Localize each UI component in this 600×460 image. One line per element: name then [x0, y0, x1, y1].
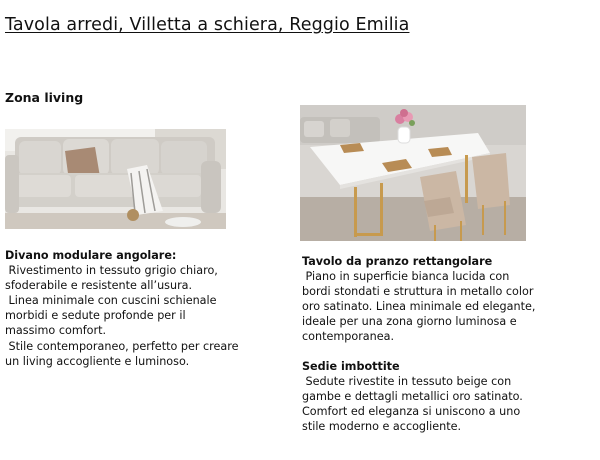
- sofa-photo: [5, 129, 226, 229]
- table-heading: Tavolo da pranzo rettangolare: [302, 255, 493, 268]
- table-line: ideale per una zona giorno luminosa e: [302, 315, 517, 329]
- sofa-line: un living accogliente e luminoso.: [5, 354, 190, 368]
- chairs-line: gambe e dettagli metallici oro satinato.: [302, 390, 523, 404]
- page-title: Tavola arredi, Villetta a schiera, Reggio Emilia: [5, 15, 410, 35]
- sofa-line: Stile contemporaneo, perfetto per creare: [5, 339, 239, 353]
- chairs-heading: Sedie imbottite: [302, 360, 400, 373]
- sofa-line: sfoderabile e resistente all’usura.: [5, 279, 193, 293]
- table-line: bordi stondati e struttura in metallo color: [302, 285, 534, 299]
- chairs-description: [302, 359, 542, 434]
- dining-table-photo: [300, 105, 526, 241]
- sofa-line: Rivestimento in tessuto grigio chiaro,: [5, 264, 218, 278]
- table-line: oro satinato. Linea minimale ed elegante,: [302, 300, 536, 314]
- table-line: Piano in superficie bianca lucida con: [302, 270, 510, 284]
- table-description: [302, 254, 542, 345]
- table-line: contemporanea.: [302, 330, 395, 344]
- sofa-line: Linea minimale con cuscini schienale: [5, 294, 217, 308]
- section-title: Zona living: [5, 90, 84, 105]
- chairs-line: Comfort ed eleganza si uniscono a uno: [302, 405, 521, 419]
- chairs-line: stile moderno e accogliente.: [302, 420, 462, 434]
- sofa-line: morbidi e sedute profonde per il: [5, 309, 186, 323]
- sofa-heading: Divano modulare angolare:: [5, 249, 177, 262]
- chairs-line: Sedute rivestite in tessuto beige con: [302, 375, 512, 389]
- sofa-description: [5, 248, 245, 369]
- sofa-line: massimo comfort.: [5, 324, 107, 338]
